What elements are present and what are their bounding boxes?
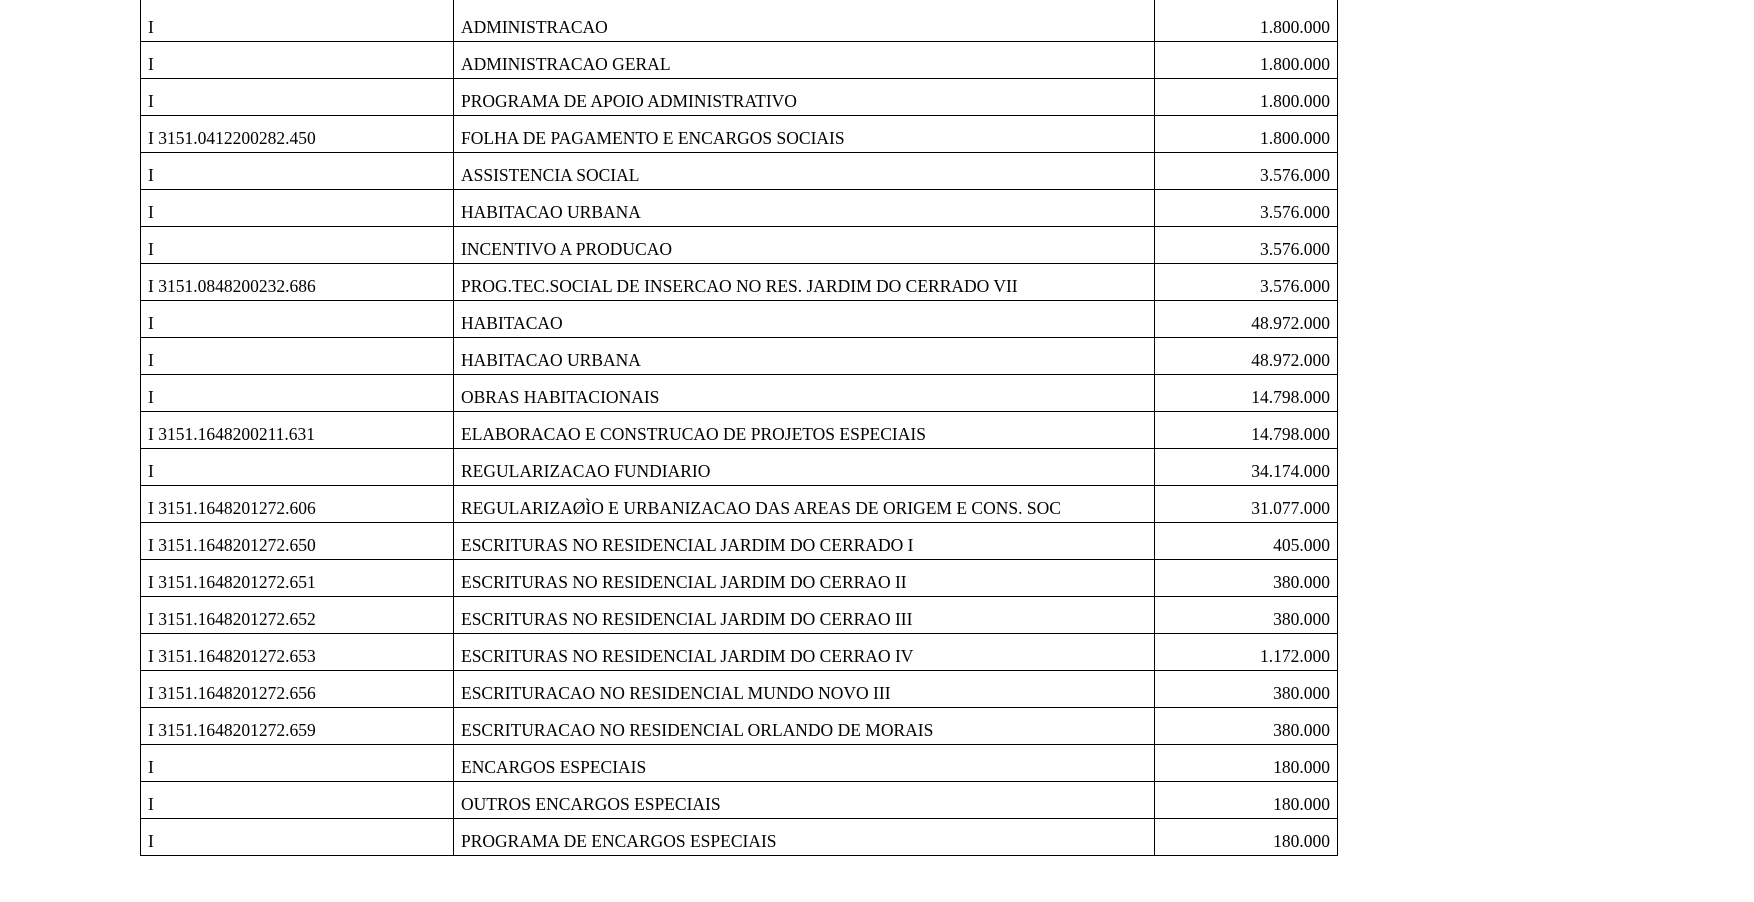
row-description: REGULARIZACAO FUNDIARIO: [454, 448, 1155, 485]
row-value: 380.000: [1155, 670, 1338, 707]
budget-sheet: [140, 0, 1337, 856]
row-description: ENCARGOS ESPECIAIS: [454, 744, 1155, 781]
table-row: [141, 596, 1338, 633]
row-code: I: [141, 300, 454, 337]
row-description: REGULARIZAØÌO E URBANIZACAO DAS AREAS DE ORIGEM E CONS. SOC: [454, 485, 1155, 522]
row-description: ADMINISTRACAO GERAL: [454, 41, 1155, 78]
row-code: I 3151.1648201272.653: [141, 633, 454, 670]
row-value: 180.000: [1155, 781, 1338, 818]
row-value: 1.800.000: [1155, 78, 1338, 115]
table-row: [141, 78, 1338, 115]
row-value: 48.972.000: [1155, 337, 1338, 374]
row-description: FOLHA DE PAGAMENTO E ENCARGOS SOCIAIS: [454, 115, 1155, 152]
row-description: OBRAS HABITACIONAIS: [454, 374, 1155, 411]
table-row: [141, 300, 1338, 337]
row-code: I 3151.1648201272.659: [141, 707, 454, 744]
row-description: ESCRITURAS NO RESIDENCIAL JARDIM DO CERRAO IV: [454, 633, 1155, 670]
table-row: [141, 522, 1338, 559]
row-description: HABITACAO: [454, 300, 1155, 337]
row-value: 1.800.000: [1155, 0, 1338, 41]
row-description: OUTROS ENCARGOS ESPECIAIS: [454, 781, 1155, 818]
table-row: [141, 448, 1338, 485]
row-description: HABITACAO URBANA: [454, 337, 1155, 374]
table-row: [141, 559, 1338, 596]
row-description: ASSISTENCIA SOCIAL: [454, 152, 1155, 189]
table-row: [141, 707, 1338, 744]
table-row: [141, 633, 1338, 670]
row-value: 180.000: [1155, 818, 1338, 855]
row-description: ELABORACAO E CONSTRUCAO DE PROJETOS ESPECIAIS: [454, 411, 1155, 448]
row-code: I 3151.1648201272.652: [141, 596, 454, 633]
row-value: 31.077.000: [1155, 485, 1338, 522]
row-description: PROG.TEC.SOCIAL DE INSERCAO NO RES. JARDIM DO CERRADO VII: [454, 263, 1155, 300]
table-row: [141, 41, 1338, 78]
table-row: [141, 152, 1338, 189]
table-row: [141, 411, 1338, 448]
row-value: 380.000: [1155, 559, 1338, 596]
row-value: 14.798.000: [1155, 374, 1338, 411]
table-row: [141, 263, 1338, 300]
row-code: I: [141, 226, 454, 263]
row-description: ESCRITURAS NO RESIDENCIAL JARDIM DO CERRAO III: [454, 596, 1155, 633]
row-description: PROGRAMA DE ENCARGOS ESPECIAIS: [454, 818, 1155, 855]
row-description: INCENTIVO A PRODUCAO: [454, 226, 1155, 263]
row-value: 1.800.000: [1155, 115, 1338, 152]
row-code: I 3151.1648201272.650: [141, 522, 454, 559]
row-code: I 3151.0848200232.686: [141, 263, 454, 300]
table-row: [141, 337, 1338, 374]
table-row: [141, 115, 1338, 152]
row-code: I: [141, 78, 454, 115]
row-code: I: [141, 818, 454, 855]
table-row: [141, 744, 1338, 781]
row-value: 405.000: [1155, 522, 1338, 559]
row-description: ADMINISTRACAO: [454, 0, 1155, 41]
row-code: I 3151.1648201272.651: [141, 559, 454, 596]
row-code: I: [141, 337, 454, 374]
table-row: [141, 0, 1338, 41]
row-code: I: [141, 781, 454, 818]
table-row: [141, 781, 1338, 818]
row-description: ESCRITURACAO NO RESIDENCIAL MUNDO NOVO III: [454, 670, 1155, 707]
table-row: [141, 670, 1338, 707]
row-code: I: [141, 0, 454, 41]
row-description: ESCRITURAS NO RESIDENCIAL JARDIM DO CERRADO I: [454, 522, 1155, 559]
row-code: I: [141, 152, 454, 189]
row-value: 1.800.000: [1155, 41, 1338, 78]
row-value: 34.174.000: [1155, 448, 1338, 485]
row-code: I: [141, 448, 454, 485]
row-value: 3.576.000: [1155, 152, 1338, 189]
row-value: 3.576.000: [1155, 226, 1338, 263]
row-value: 380.000: [1155, 596, 1338, 633]
row-code: I 3151.1648201272.656: [141, 670, 454, 707]
budget-table: [140, 0, 1338, 856]
row-description: ESCRITURAS NO RESIDENCIAL JARDIM DO CERRAO II: [454, 559, 1155, 596]
row-value: 1.172.000: [1155, 633, 1338, 670]
row-value: 14.798.000: [1155, 411, 1338, 448]
row-description: HABITACAO URBANA: [454, 189, 1155, 226]
row-value: 3.576.000: [1155, 263, 1338, 300]
row-description: PROGRAMA DE APOIO ADMINISTRATIVO: [454, 78, 1155, 115]
row-value: 48.972.000: [1155, 300, 1338, 337]
row-code: I 3151.1648201272.606: [141, 485, 454, 522]
row-value: 380.000: [1155, 707, 1338, 744]
row-code: I 3151.0412200282.450: [141, 115, 454, 152]
table-row: [141, 226, 1338, 263]
row-code: I: [141, 189, 454, 226]
budget-table-body: [141, 0, 1338, 855]
table-row: [141, 485, 1338, 522]
row-code: I: [141, 744, 454, 781]
row-code: I 3151.1648200211.631: [141, 411, 454, 448]
row-code: I: [141, 41, 454, 78]
row-value: 180.000: [1155, 744, 1338, 781]
row-description: ESCRITURACAO NO RESIDENCIAL ORLANDO DE MORAIS: [454, 707, 1155, 744]
row-code: I: [141, 374, 454, 411]
table-row: [141, 818, 1338, 855]
table-row: [141, 374, 1338, 411]
row-value: 3.576.000: [1155, 189, 1338, 226]
table-row: [141, 189, 1338, 226]
